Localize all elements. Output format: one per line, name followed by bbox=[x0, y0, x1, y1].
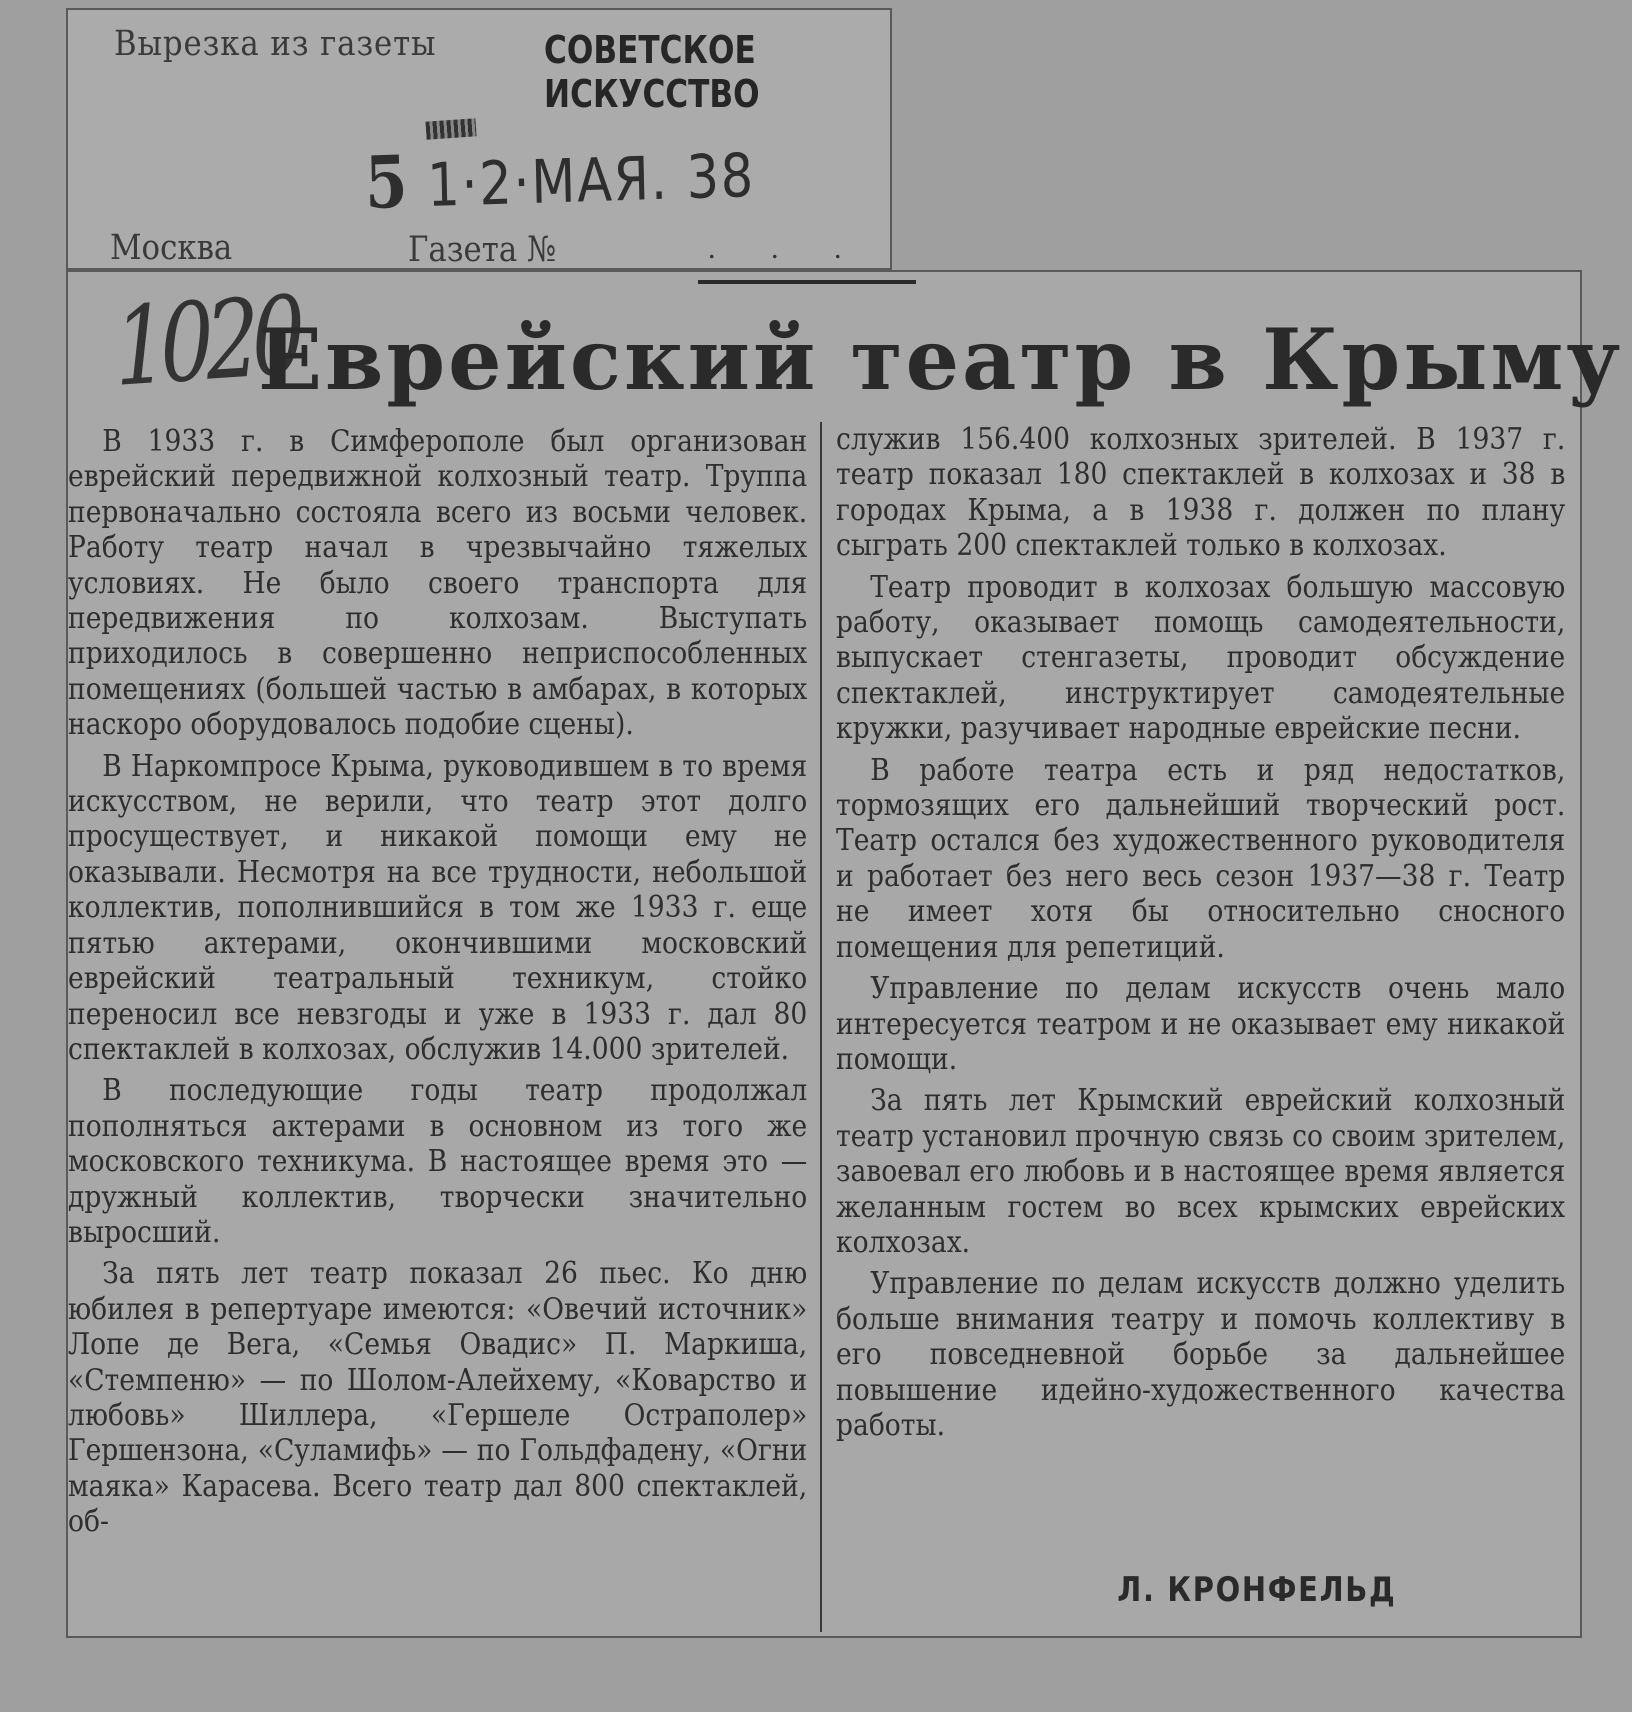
issue-dots: . . . bbox=[708, 232, 866, 265]
paragraph: Театр проводит в колхозах большую массовую работу, оказывает помощь самодеятельности, выпускает стенгазеты, проводит обсуждение спектаклей, инструктирует самодеятельные кружки, разучивает народные еврейские песни. bbox=[836, 569, 1566, 746]
right-column-text bbox=[836, 422, 1565, 1443]
paragraph: В Наркомпросе Крыма, руководившем в то время искусством, не верили, что театр этот долго просуществует, и никакой помощи ему не оказывали. Несмотря на все трудности, небольшой коллектив, пополнившийся в том же 1933 г. еще пятью актерами, окончившими московский еврейский театральный техникум, стойко переносил все невзгоды и уже в 1933 г. дал 80 спектаклей в колхозах, обслужив 14.000 зрителей. bbox=[68, 748, 808, 1066]
paragraph: В работе театра есть и ряд недостатков, тормозящих его дальнейший творческий рост. Театр остался без художественного руководителя и работает без него весь сезон 1937—38 г. Театр не имеет хотя бы относительно сносного помещения для репетиций. bbox=[836, 752, 1566, 964]
article-clipping bbox=[66, 270, 1624, 1638]
clipping-header bbox=[66, 8, 892, 270]
paragraph: В 1933 г. в Симферополе был организован еврейский передвижной колхозный театр. Труппа первоначально состояла всего из восьми человек. Работу театр начал в чрезвычайно тяжелых условиях. Не было своего транспорта для передвижения по колхозам. Выступать приходилось в совершенно неприспособленных помещениях (большей частью в амбарах, в которых наскоро оборудовалось подобие сцены). bbox=[68, 424, 808, 742]
top-rule bbox=[698, 280, 916, 284]
newspaper-name bbox=[544, 28, 760, 116]
clipping-label: Вырезка из газеты bbox=[114, 24, 437, 64]
date-stamp bbox=[364, 128, 756, 225]
stamp-date: 1·2·МАЯ. 38 bbox=[426, 140, 756, 222]
newspaper-name-line2: ИСКУССТВО bbox=[544, 72, 760, 116]
paragraph: Управление по делам искусств должно уделить больше внимания театру и помочь коллективу в его повседневной борьбе за дальнейшее повышение идейно-художественного качества работы. bbox=[836, 1266, 1566, 1442]
paragraph: Управление по делам искусств очень мало интересуется театром и не оказывает ему никакой помощи. bbox=[836, 971, 1566, 1076]
paragraph-continuation: служив 156.400 колхозных зрителей. В 1937 г. театр показал 180 спектаклей в колхозах и 38 в городах Крыма, а в 1938 г. должен по плану сыграть 200 спектаклей только в колхозах. bbox=[836, 422, 1566, 563]
article-headline: Еврейский театр в Крыму bbox=[258, 310, 1624, 409]
right-column bbox=[836, 422, 1566, 1542]
paragraph: В последующие годы театр продолжал пополняться актерами в основном из того же московского техникума. В настоящее время это — дружный коллектив, творчески значительно выросший. bbox=[68, 1073, 808, 1249]
column-divider bbox=[820, 422, 822, 1632]
author-signature: Л. КРОНФЕЛЬД bbox=[1116, 1570, 1396, 1610]
city-label: Москва bbox=[110, 228, 233, 268]
left-column bbox=[68, 424, 808, 1636]
issue-label: Газета № bbox=[408, 230, 557, 270]
newspaper-name-line1: СОВЕТСКОЕ bbox=[544, 28, 756, 72]
paragraph: За пять лет Крымский еврейский колхозный театр установил прочную связь со своим зрителем, завоевал его любовь и в настоящее время является желанным гостем во всех крымских еврейских колхозах. bbox=[836, 1083, 1566, 1259]
paragraph: За пять лет театр показал 26 пьес. Ко дню юбилея в репертуаре имеются: «Овечий источник» Лопе де Вега, «Семья Овадис» П. Маркиша, «Стемпеню» — по Шолом-Алейхему, «Коварство и любовь» Шиллера, «Гершеле Остраполер» Гершензона, «Суламифь» — по Гольдфадену, «Огни маяка» Карасева. Всего театр дал 800 спектаклей, об- bbox=[68, 1256, 808, 1539]
left-column-text bbox=[68, 424, 807, 1540]
handwritten-number: 1020 bbox=[112, 273, 301, 411]
stamp-number: 5 bbox=[364, 138, 411, 225]
